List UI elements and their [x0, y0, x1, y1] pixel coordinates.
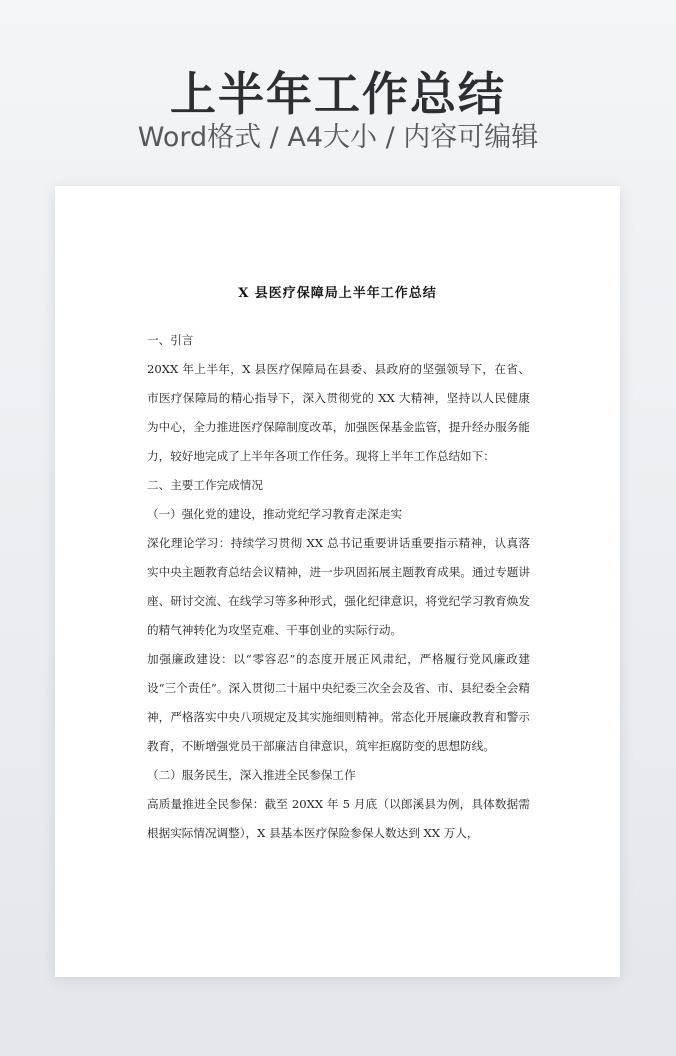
paragraph-intro: 20XX 年上半年，X 县医疗保障局在县委、县政府的坚强领导下，在省、市医疗保障局的精心指导下，深入贯彻党的 XX 大精神，坚持以人民健康为中心，全力推进医疗保障制度改革，加强医保基金监管，提升经办服务能力，较好地完成了上半年各项工作任务。现将上半年工作总结如下：: [147, 362, 530, 463]
section-heading-main-work: 二、主要工作完成情况: [147, 478, 263, 492]
section-heading-intro: 一、引言: [147, 333, 194, 347]
document-page: [55, 186, 620, 977]
subsection-heading-livelihood: （二）服务民生，深入推进全民参保工作: [147, 768, 356, 782]
paragraph-insurance: 高质量推进全民参保：截至 20XX 年 5 月底（以郎溪县为例，具体数据需根据实际情况调整），X 县基本医疗保险参保人数达到 XX 万人，: [147, 797, 530, 840]
paragraph-integrity: 加强廉政建设：以“零容忍”的态度开展正风肃纪，严格履行党风廉政建设“三个责任”。深入贯彻二十届中央纪委三次全会及省、市、县纪委全会精神，严格落实中央八项规定及其实施细则精神。常态化开展廉政教育和警示教育，不断增强党员干部廉洁自律意识，筑牢拒腐防变的思想防线。: [147, 652, 530, 753]
document-title: X 县医疗保障局上半年工作总结: [238, 286, 437, 301]
document-body: [147, 326, 530, 848]
banner-subtitle: Word格式 / A4大小 / 内容可编辑: [137, 122, 539, 153]
subsection-heading-party-building: （一）强化党的建设，推动党纪学习教育走深走实: [147, 507, 403, 521]
paragraph-theory-study: 深化理论学习：持续学习贯彻 XX 总书记重要讲话重要指示精神，认真落实中央主题教育总结会议精神，进一步巩固拓展主题教育成果。通过专题讲座、研讨交流、在线学习等多种形式，强化纪律意识，将党纪学习教育焕发的精气神转化为攻坚克难、干事创业的实际行动。: [147, 536, 530, 637]
banner-title: 上半年工作总结: [170, 67, 506, 121]
